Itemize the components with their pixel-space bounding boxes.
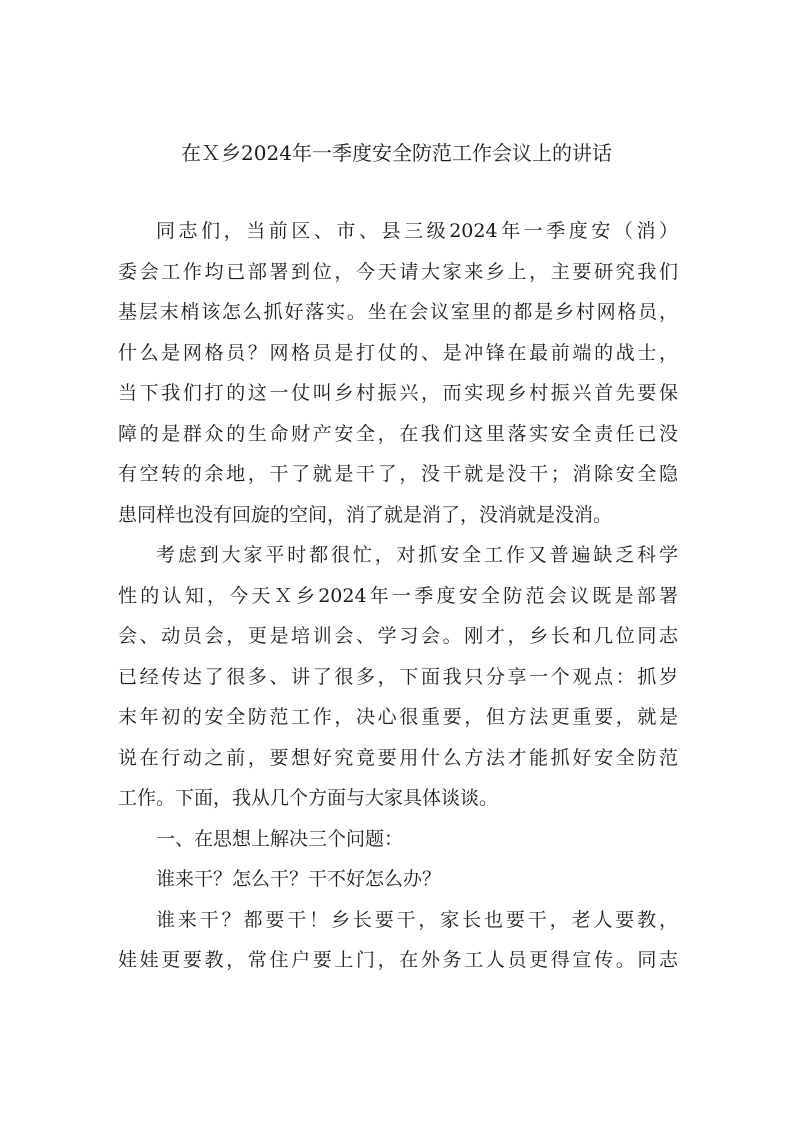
paragraph-4: [118, 859, 678, 900]
text-line: 末年初的安全防范工作，决心很重要，但方法更重要，就是: [118, 706, 678, 728]
text-line: 同志们，当前区、市、县三级2024年一季度安（消）: [156, 220, 678, 242]
text-line: 患同样也没有回旋的空间，消了就是消了，没消就是没消。: [118, 503, 613, 526]
document-title: 在Ｘ乡2024年一季度安全防范工作会议上的讲话: [181, 141, 612, 165]
text-line: 娃娃更要教，常住户要上门，在外务工人员更得宣传。同志: [118, 949, 678, 971]
text-line: 谁来干？都要干！乡长要干，家长也要干，老人要教，: [156, 908, 678, 931]
text-line: 有空转的余地，干了就是干了，没干就是没干；消除安全隐: [118, 463, 678, 485]
text-line: 一、在思想上解决三个问题：: [156, 827, 404, 850]
text-line: 什么是网格员？网格员是打仗的、是冲锋在最前端的战士，: [118, 341, 678, 364]
text-line: 性的认知，今天Ｘ乡2024年一季度安全防范会议既是部署: [118, 584, 678, 607]
text-line: 工作。下面，我从几个方面与大家具体谈谈。: [118, 787, 499, 809]
text-line: 已经传达了很多、讲了很多，下面我只分享一个观点：抓岁: [118, 665, 678, 688]
text-line: 障的是群众的生命财产安全，在我们这里落实安全责任已没: [118, 422, 678, 445]
text-line: 考虑到大家平时都很忙，对抓安全工作又普遍缺乏科学: [156, 544, 678, 566]
paragraph-1: [118, 211, 678, 535]
text-line: 委会工作均已部署到位，今天请大家来乡上，主要研究我们: [118, 260, 678, 283]
text-line: 基层末梢该怎么抓好落实。坐在会议室里的都是乡村网格员，: [118, 301, 678, 323]
text-line: 说在行动之前，要想好究竟要用什么方法才能抓好安全防范: [118, 746, 678, 769]
paragraph-2: [118, 535, 678, 819]
paragraph-5: [118, 900, 678, 981]
text-line: 当下我们打的这一仗叫乡村振兴，而实现乡村振兴首先要保: [118, 382, 678, 404]
text-line: 谁来干？怎么干？干不好怎么办？: [156, 868, 442, 890]
text-line: 会、动员会，更是培训会、学习会。刚才，乡长和几位同志: [118, 625, 678, 647]
paragraph-3-heading: [118, 819, 678, 860]
document-body: [118, 211, 678, 981]
